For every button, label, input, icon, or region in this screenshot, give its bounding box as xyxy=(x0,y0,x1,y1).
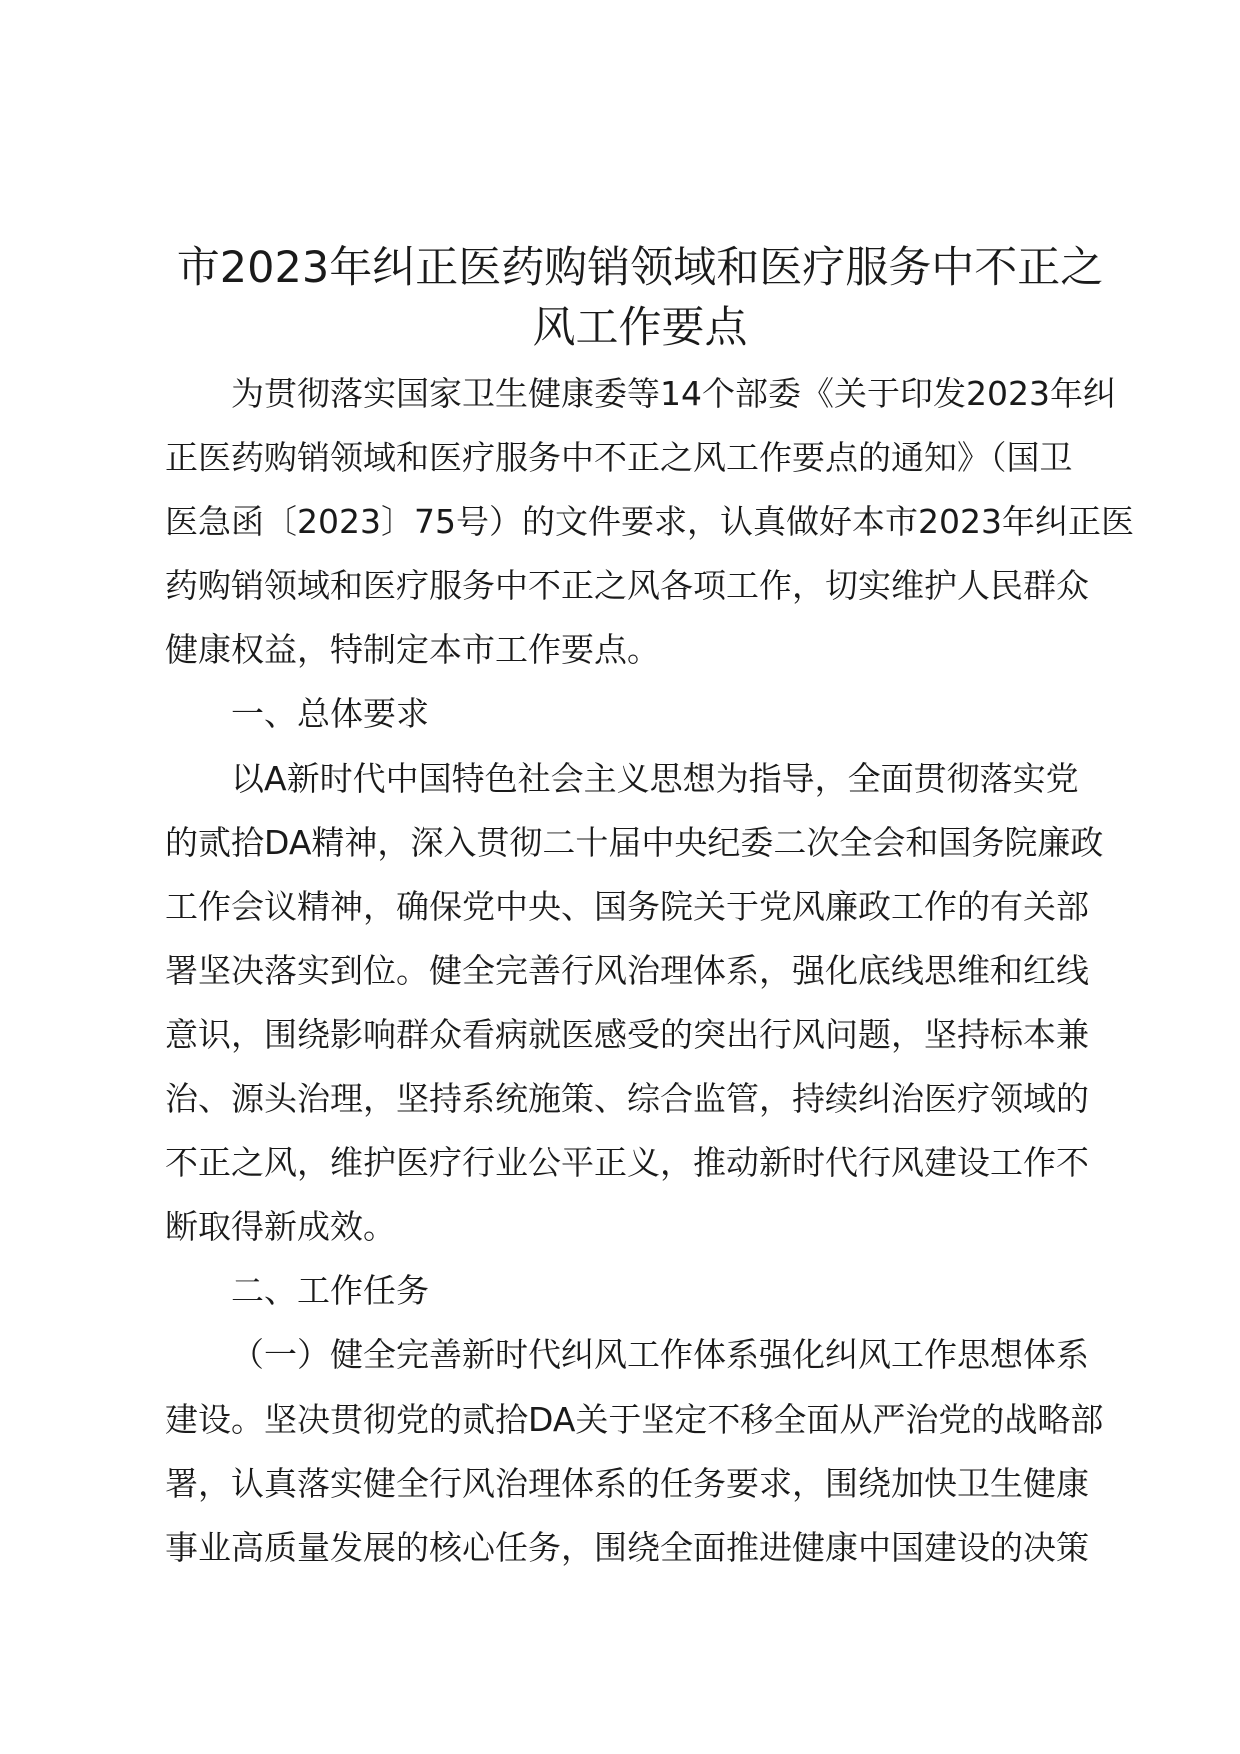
title-line: 风工作要点 xyxy=(532,303,748,353)
section-heading-work-tasks xyxy=(165,1259,1105,1323)
title-line: 市2023年纠正医药购销领域和医疗服务中不正之 xyxy=(176,243,1104,293)
paragraph-line: 署，认真落实健全行风治理体系的任务要求，围绕加快卫生健康 xyxy=(165,1463,1089,1503)
section-heading-general-requirements xyxy=(165,682,1105,746)
paragraph-line: 署坚决落实到位。健全完善行风治理体系，强化底线思维和红线 xyxy=(165,950,1089,990)
document-body xyxy=(165,362,1134,1580)
general-requirements-paragraph xyxy=(165,747,1105,1260)
section-heading: 一、总体要求 xyxy=(231,694,429,734)
paragraph-line: 意识，围绕影响群众看病就医感受的突出行风问题，坚持标本兼 xyxy=(165,1014,1089,1054)
paragraph-line: 断取得新成效。 xyxy=(165,1207,396,1247)
section-heading: 二、工作任务 xyxy=(231,1271,429,1311)
paragraph-line: 建设。坚决贯彻党的贰拾DA关于坚定不移全面从严治党的战略部 xyxy=(165,1399,1104,1439)
paragraph-line: 药购销领域和医疗服务中不正之风各项工作，切实维护人民群众 xyxy=(165,566,1089,606)
paragraph-line: 不正之风，维护医疗行业公平正义，推动新时代行风建设工作不 xyxy=(165,1143,1089,1183)
task-one-paragraph xyxy=(165,1323,1105,1579)
paragraph-line: 工作会议精神，确保党中央、国务院关于党风廉政工作的有关部 xyxy=(165,886,1089,926)
intro-paragraph xyxy=(165,362,1134,682)
paragraph-line: （一）健全完善新时代纠风工作体系强化纠风工作思想体系 xyxy=(231,1335,1089,1375)
paragraph-line: 以A新时代中国特色社会主义思想为指导，全面贯彻落实党 xyxy=(231,758,1079,798)
paragraph-line: 事业高质量发展的核心任务，围绕全面推进健康中国建设的决策 xyxy=(165,1527,1089,1567)
paragraph-line: 的贰拾DA精神，深入贯彻二十届中央纪委二次全会和国务院廉政 xyxy=(165,822,1104,862)
paragraph-line: 为贯彻落实国家卫生健康委等14个部委《关于印发2023年纠 xyxy=(231,374,1116,413)
paragraph-line: 治、源头治理，坚持系统施策、综合监管，持续纠治医疗领域的 xyxy=(165,1079,1089,1119)
document-title xyxy=(160,238,1120,358)
paragraph-line: 医急函〔2023〕75号）的文件要求，认真做好本市2023年纠正医 xyxy=(165,502,1134,542)
paragraph-line: 健康权益，特制定本市工作要点。 xyxy=(165,630,660,670)
paragraph-line: 正医药购销领域和医疗服务中不正之风工作要点的通知》（国卫 xyxy=(165,438,1073,478)
